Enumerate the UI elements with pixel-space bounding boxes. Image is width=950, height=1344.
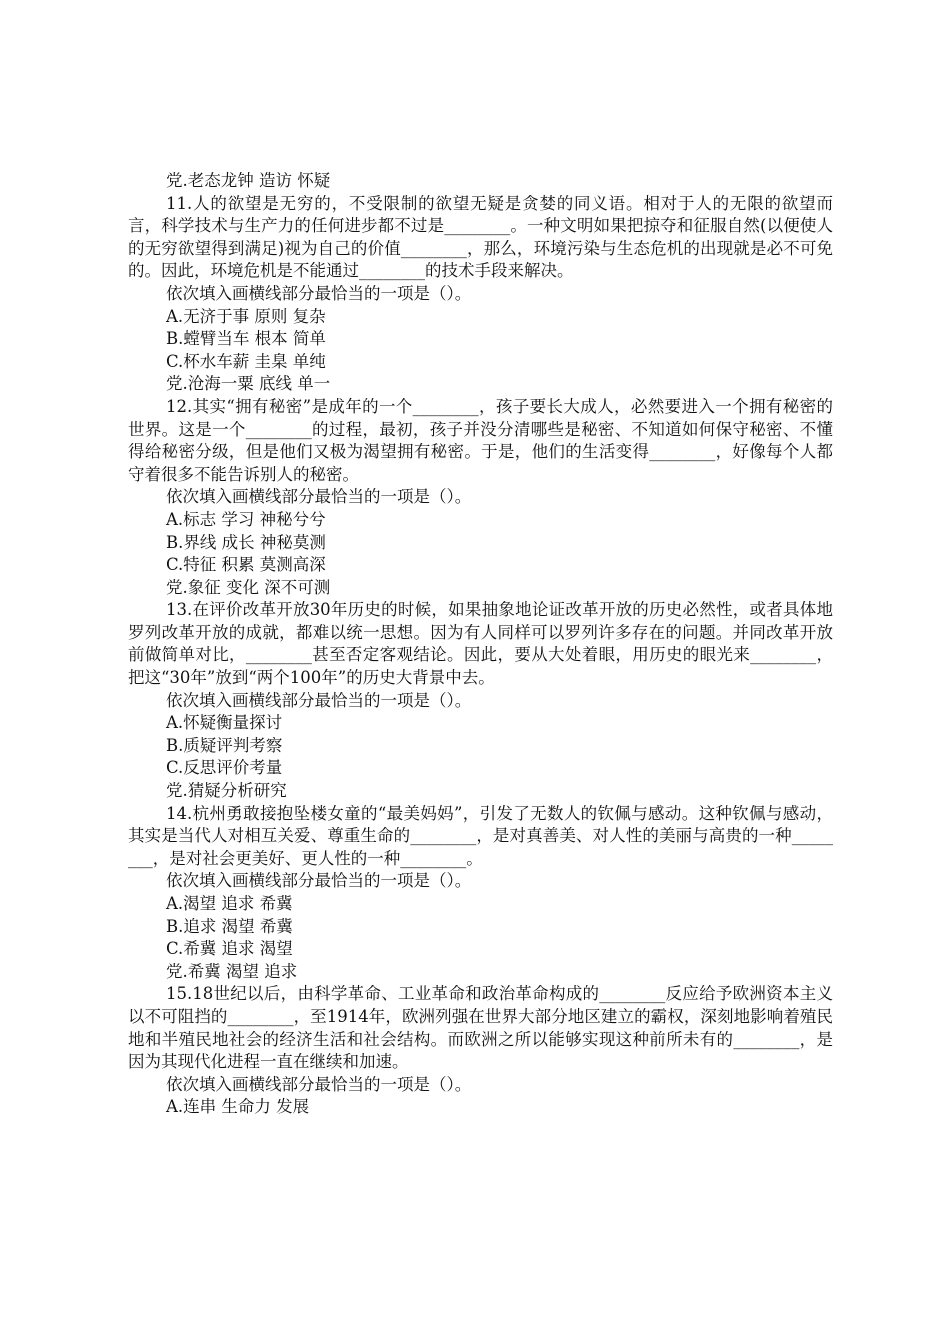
option-c-q11: C.杯水车薪 圭臬 单纯 (166, 351, 326, 371)
option-d-q11: 党.沧海一粟 底线 单一 (166, 374, 331, 394)
option-a-q14: A.渴望 追求 希冀 (166, 894, 293, 913)
document-page (128, 170, 833, 1119)
question-15-stem: 15.18世纪以后，由科学革命、工业革命和政治革命构成的________反应给予欧洲资本主义以不可阻挡的________，至1914年，欧洲列强在世界大部分地区建立的霸权，深刻地影响着殖民地和半殖民地社会的经济生活和社会结构。而欧洲之所以能够实现这种前所未有的________，是因为其现代化进程一直在继续和加速。 (128, 984, 833, 1072)
option-b-q14: B.追求 渴望 希冀 (166, 916, 293, 936)
question-11-prompt: 依次填入画横线部分最恰当的一项是（）。 (166, 283, 472, 303)
question-12-stem: 12.其实“拥有秘密”是成年的一个________，孩子要长大成人，必然要进入一个拥有秘密的世界。这是一个________的过程，最初，孩子并没分清哪些是秘密、不知道如何保守秘密、不懂得给秘密分级，但是他们又极为渴望拥有秘密。于是，他们的生活变得________，好像每个人都守着很多不能告诉别人的秘密。 (128, 396, 833, 484)
question-13-stem: 13.在评价改革开放30年历史的时候，如果抽象地论证改革开放的历史必然性，或者具体地罗列改革开放的成就，都难以统一思想。因为有人同样可以罗列许多存在的问题。并同改革开放前做简单对比，________甚至否定客观结论。因此，要从大处着眼，用历史的眼光来________，把这“30年”放到“两个100年”的历史大背景中去。 (128, 600, 833, 688)
option-c-q13: C.反思评价考量 (166, 758, 283, 778)
option-c-q14: C.希冀 追求 渴望 (166, 939, 293, 959)
option-d-q14: 党.希冀 渴望 追求 (166, 961, 298, 981)
option-b-q12: B.界线 成长 神秘莫测 (166, 532, 326, 552)
question-14-stem: 14.杭州勇敢接抱坠楼女童的“最美妈妈”，引发了无数人的钦佩与感动。这种钦佩与感动，其实是当代人对相互关爱、尊重生命的________，是对真善美、对人性的美丽与高贵的一种________，是对社会更美好、更人性的一种________。 (128, 803, 833, 868)
question-12-prompt: 依次填入画横线部分最恰当的一项是（）。 (166, 487, 472, 507)
option-a-q13: A.怀疑衡量探讨 (166, 713, 283, 733)
option-d-q10: 党.老态龙钟 造访 怀疑 (166, 171, 331, 190)
question-15-prompt: 依次填入画横线部分最恰当的一项是（）。 (166, 1074, 472, 1094)
option-d-q13: 党.猜疑分析研究 (166, 781, 287, 801)
option-b-q11: B.螳臂当车 根本 简单 (166, 329, 326, 349)
option-c-q12: C.特征 积累 莫测高深 (166, 555, 326, 575)
question-13-prompt: 依次填入画横线部分最恰当的一项是（）。 (166, 690, 472, 710)
option-a-q15: A.连串 生命力 发展 (166, 1097, 310, 1117)
option-a-q12: A.标志 学习 神秘兮兮 (166, 509, 326, 529)
option-d-q12: 党.象征 变化 深不可测 (166, 577, 331, 597)
option-b-q13: B.质疑评判考察 (166, 735, 283, 755)
option-a-q11: A.无济于事 原则 复杂 (166, 306, 326, 326)
question-11-stem: 11.人的欲望是无穷的，不受限制的欲望无疑是贪婪的同义语。相对于人的无限的欲望而言，科学技术与生产力的任何进步都不过是________。一种文明如果把掠夺和征服自然(以便使人的无穷欲望得到满足)视为自己的价值________，那么，环境污染与生态危机的出现就是必不可免的。因此，环境危机是不能通过________的技术手段来解决。 (128, 193, 833, 281)
question-14-prompt: 依次填入画横线部分最恰当的一项是（）。 (166, 871, 472, 891)
